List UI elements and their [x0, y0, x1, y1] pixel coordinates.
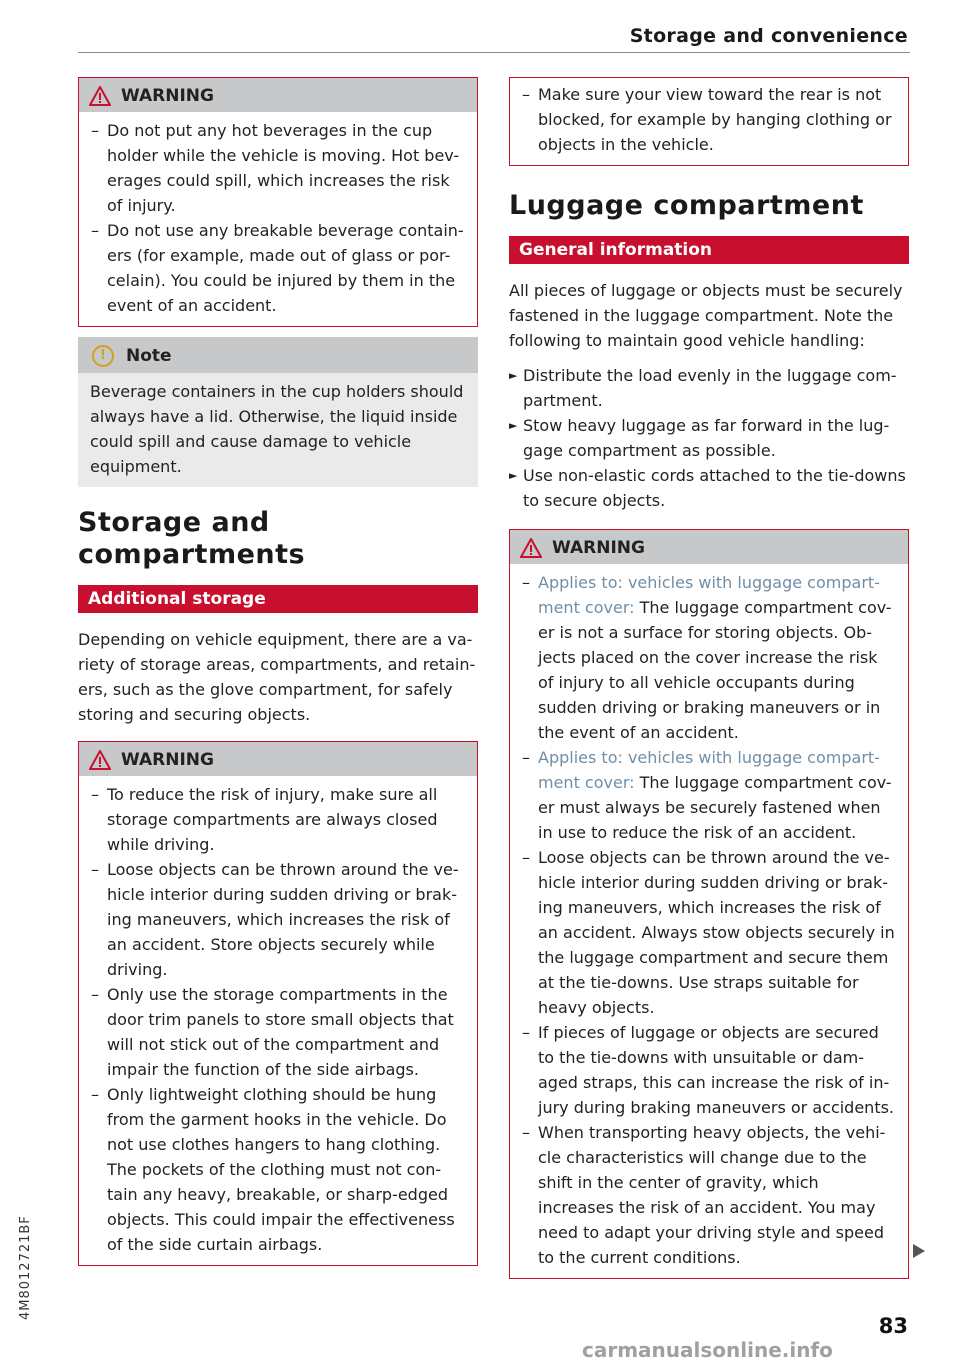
- warning-item: – Loose objects can be thrown around the ve-hicle interior during sudden driving or brak-ing maneuvers, which increases the risk of an accident. Store objects securely while driving.: [91, 860, 459, 979]
- subsection-additional-storage: Additional storage: [78, 585, 478, 613]
- warning-title: WARNING: [121, 86, 214, 106]
- warning-item: – Only use the storage compartments in the door trim panels to store small objects that will not stick out of the compartment and impair the function of the side airbags.: [91, 985, 454, 1079]
- warning-title: WARNING: [121, 750, 214, 770]
- document-code: 4M8012721BF: [18, 1215, 33, 1320]
- warning-item: – Loose objects can be thrown around the ve-hicle interior during sudden driving or brak-ing maneuvers, which increases the risk of an accident. Always stow objects securely in the luggage compartment and secure them at the tie-downs. Use straps suitable for heavy objects.: [522, 848, 895, 1017]
- section-title-luggage: Luggage compartment: [509, 190, 864, 221]
- warning-header: [79, 78, 477, 112]
- list-item: ► Distribute the load evenly in the luggage com-partment.: [509, 363, 909, 413]
- continue-arrow-icon: [913, 1244, 925, 1258]
- warning-body: [510, 564, 908, 1278]
- warning-item: – Do not use any breakable beverage contain-ers (for example, made out of glass or por-celain). You could be injured by them in the event of an accident.: [91, 221, 464, 315]
- warning-box-storage: [78, 741, 478, 1266]
- right-column: [509, 77, 909, 1289]
- note-title: Note: [126, 346, 172, 366]
- triangle-bullet-icon: ►: [509, 469, 518, 482]
- list-item: ► Stow heavy luggage as far forward in the lug-gage compartment as possible.: [509, 413, 909, 463]
- warning-body: [79, 776, 477, 1265]
- warning-body: [79, 112, 477, 326]
- applies-to-note: Applies to: vehicles with luggage compart-ment cover:: [538, 573, 880, 617]
- triangle-bullet-icon: ►: [509, 369, 518, 382]
- warning-title: WARNING: [552, 538, 645, 558]
- warning-item: – Do not put any hot beverages in the cup holder while the vehicle is moving. Hot bev-erages could spill, which increases the risk of injury.: [91, 121, 460, 215]
- note-box: [78, 337, 478, 487]
- warning-triangle-icon: [89, 750, 111, 770]
- warning-triangle-icon: [520, 538, 542, 558]
- warning-item: – Only lightweight clothing should be hung from the garment hooks in the vehicle. Do not use clothes hangers to hang clothing. The pockets of the clothing must not con-tain any heavy, breakable, or sharp-edged objects. This could impair the effectiveness of the side curtain airbags.: [91, 1085, 455, 1254]
- note-body: Beverage containers in the cup holders should always have a lid. Otherwise, the liquid inside could spill and cause damage to vehicle equipment.: [90, 382, 464, 476]
- subsection-general-information: General information: [509, 236, 909, 264]
- luggage-bullet-list: [509, 363, 909, 513]
- info-exclamation-icon: !: [92, 345, 114, 367]
- warning-box-cup-holder: [78, 77, 478, 327]
- page-number: 83: [878, 1314, 908, 1338]
- warning-item: – To reduce the risk of injury, make sure all storage compartments are always closed while driving.: [91, 785, 438, 854]
- warning-box-luggage: [509, 529, 909, 1279]
- triangle-bullet-icon: ►: [509, 419, 518, 432]
- header-rule: [78, 52, 910, 53]
- warning-item: – Make sure your view toward the rear is not blocked, for example by hanging clothing or objects in the vehicle.: [522, 85, 892, 154]
- watermark: carmanualsonline.info: [582, 1338, 833, 1362]
- warning-item: – When transporting heavy objects, the vehi-cle characteristics will change due to the shift in the center of gravity, which increases the risk of an accident. You may need to adapt your driving style and speed to the current conditions.: [522, 1123, 886, 1267]
- warning-item: – Applies to: vehicles with luggage compart-ment cover: The luggage compartment cov-er is not a surface for storing objects. Ob-jects placed on the cover increase the risk of injury to all vehicle occupants during sudden driving or braking maneuvers or in the event of an accident.: [522, 573, 892, 742]
- luggage-paragraph: All pieces of luggage or objects must be securely fastened in the luggage compartment. Note the following to maintain good vehicle handling:: [509, 281, 903, 350]
- running-header: Storage and convenience: [629, 25, 908, 47]
- warning-item: – Applies to: vehicles with luggage compart-ment cover: The luggage compartment cov-er must always be securely fastened when in use to reduce the risk of an accident.: [522, 748, 892, 842]
- warning-box-continued: [509, 77, 909, 166]
- warning-triangle-icon: [89, 86, 111, 106]
- warning-header: [79, 742, 477, 776]
- note-header: [78, 337, 478, 373]
- warning-item: – If pieces of luggage or objects are secured to the tie-downs with unsuitable or dam-aged straps, this can increase the risk of in-jury during braking maneuvers or accidents.: [522, 1023, 895, 1117]
- warning-body: [510, 78, 908, 165]
- warning-header: [510, 530, 908, 564]
- section-title-storage: Storage and compartments: [78, 507, 306, 570]
- left-column: [78, 77, 478, 1276]
- list-item: ► Use non-elastic cords attached to the tie-downs to secure objects.: [509, 463, 909, 513]
- applies-to-note: Applies to: vehicles with luggage compart-ment cover:: [538, 748, 880, 792]
- storage-paragraph: Depending on vehicle equipment, there are a va-riety of storage areas, compartments, and retain-ers, such as the glove compartment, for safely storing and securing objects.: [78, 630, 476, 724]
